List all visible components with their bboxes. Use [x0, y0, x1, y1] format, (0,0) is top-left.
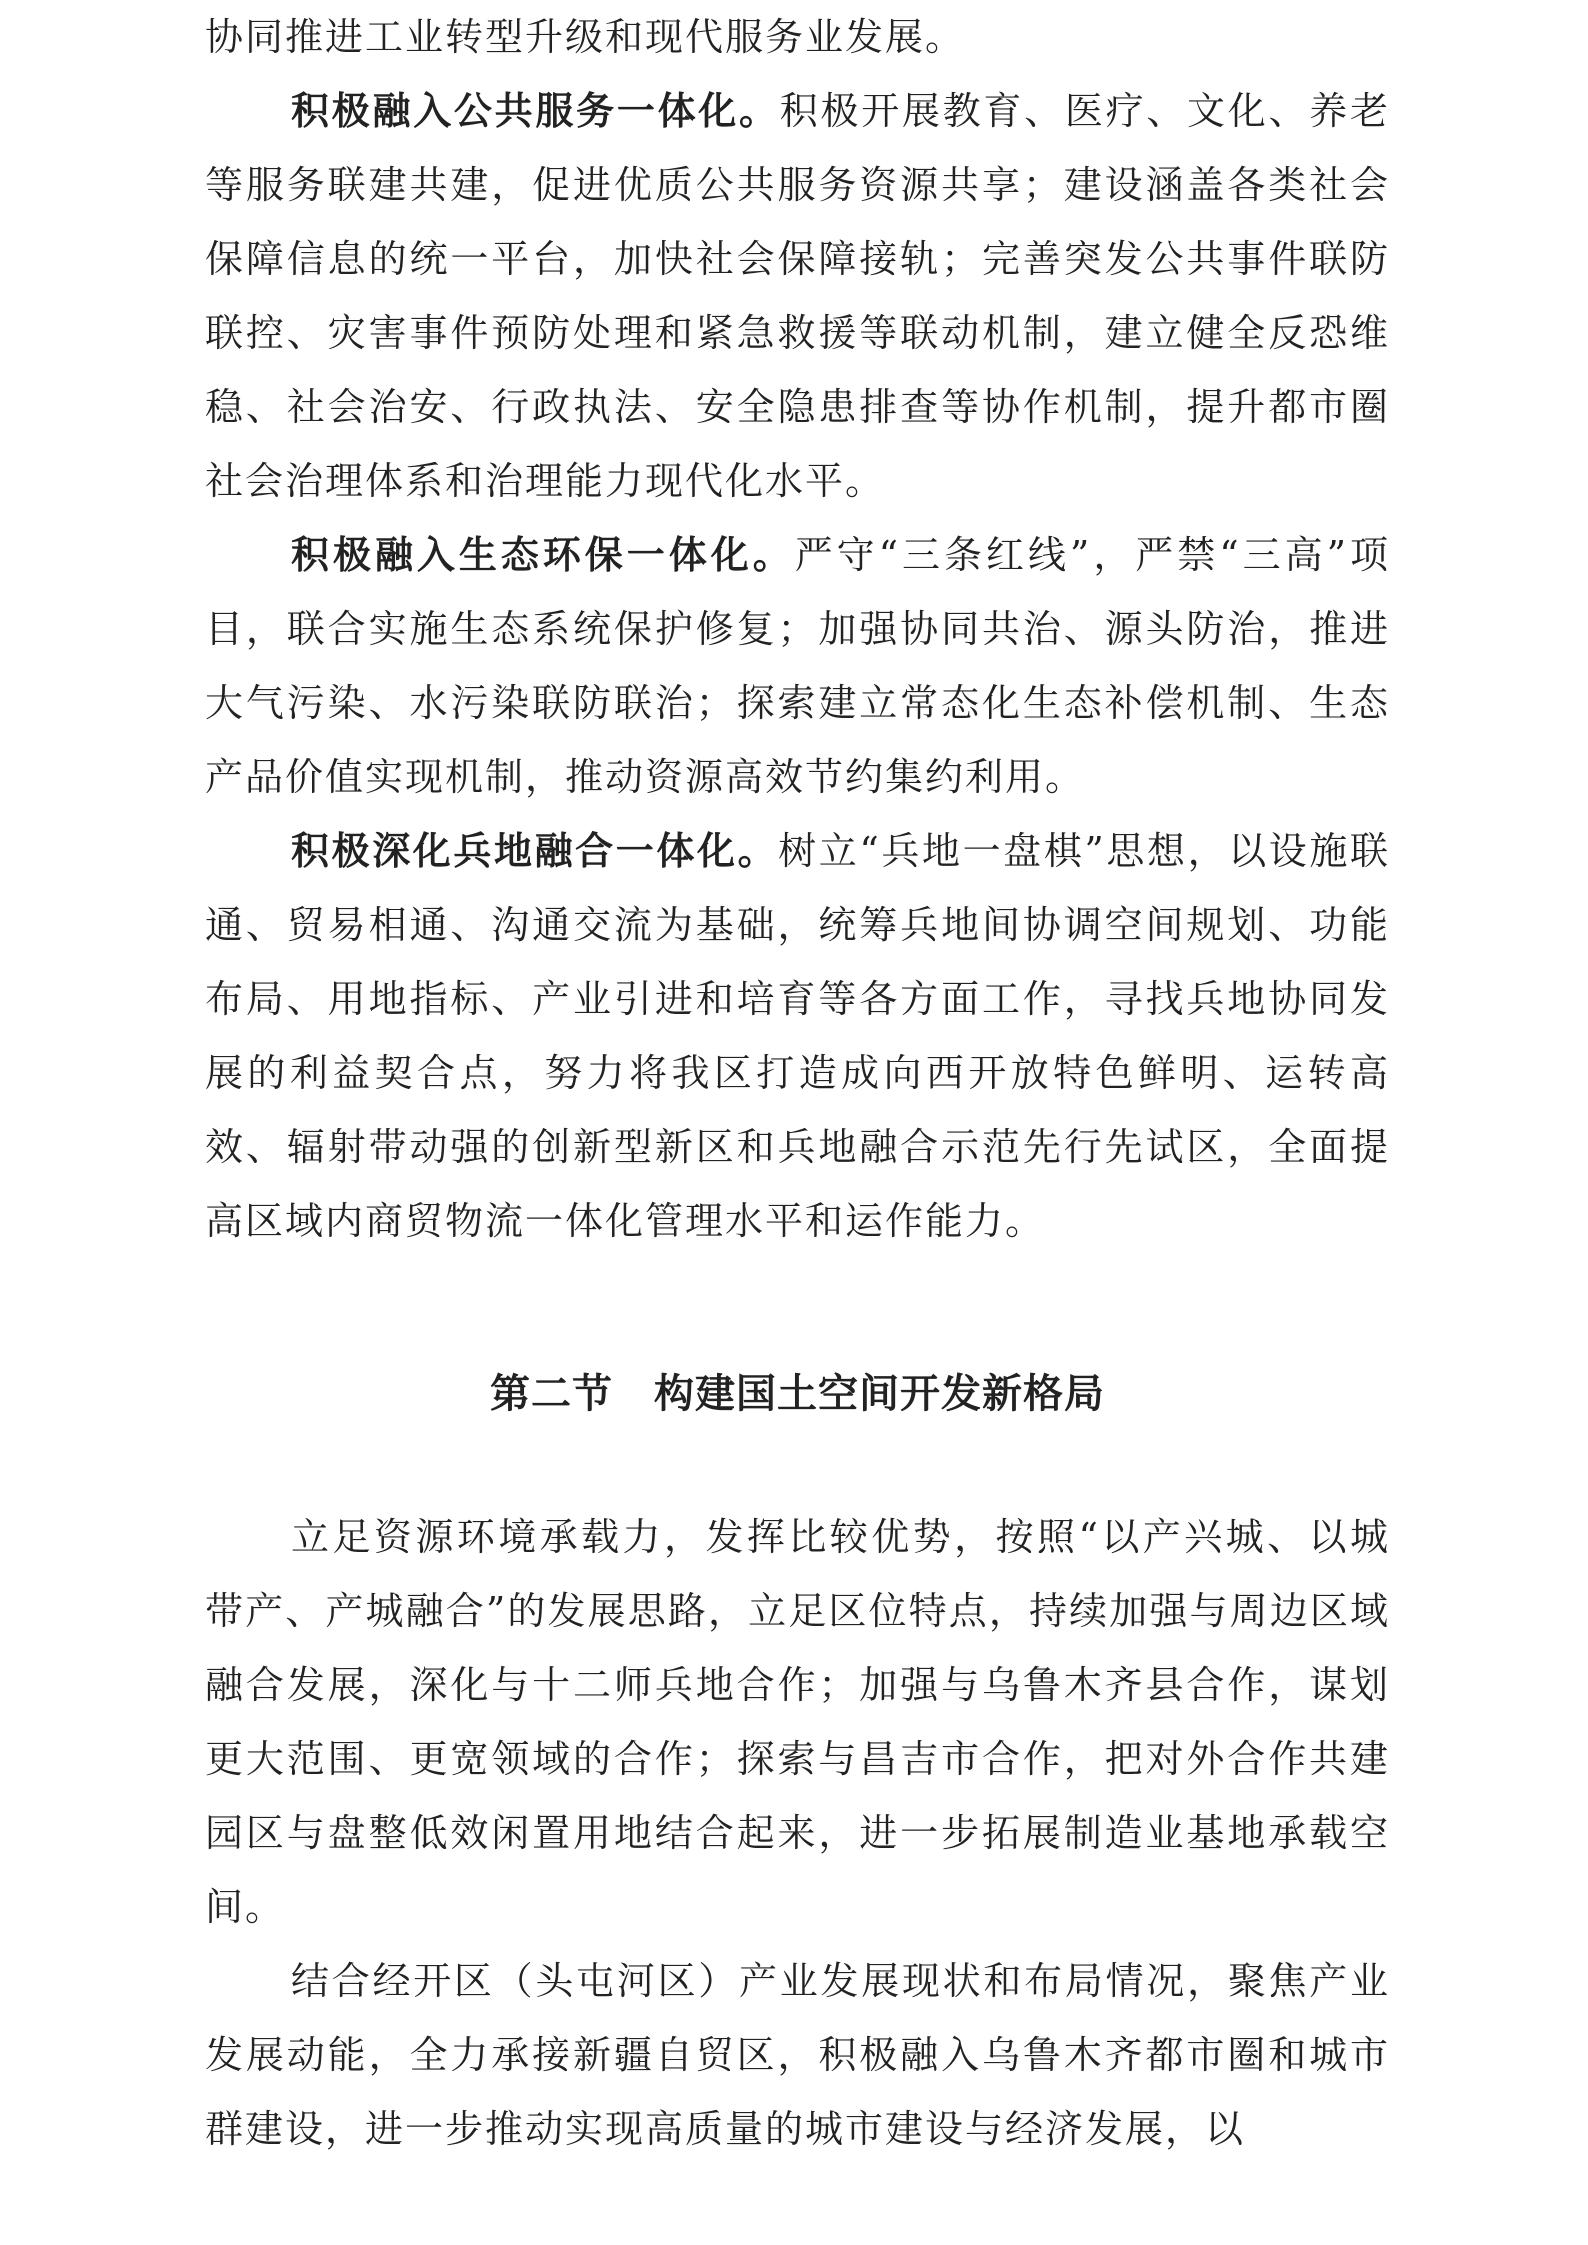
- paragraph-text: 立足资源环境承载力，发挥比较优势，按照“以产兴城、以城带产、产城融合”的发展思路，立足区位特点，持续加强与周边区域融合发展，深化与十二师兵地合作；加强与乌鲁木齐县合作，谋划更大范围、更宽领域的合作；探索与昌吉市合作，把对外合作共建园区与盘整低效闲置用地结合起来，进一步拓展制造业基地承载空间。: [205, 1515, 1390, 1929]
- paragraph-bingtuan-integration: [205, 814, 1390, 1258]
- paragraph-lead: 积极融入公共服务一体化。: [291, 89, 780, 133]
- paragraph-public-services: [205, 74, 1390, 518]
- paragraph-text: 结合经开区（头屯河区）产业发展现状和布局情况，聚焦产业发展动能，全力承接新疆自贸区，积极融入乌鲁木齐都市圈和城市群建设，进一步推动实现高质量的城市建设与经济发展，以: [205, 1959, 1390, 2151]
- paragraph-continuation: [205, 0, 1390, 74]
- paragraph-resource-capacity: [205, 1500, 1390, 1944]
- paragraph-text: 协同推进工业转型升级和现代服务业发展。: [205, 15, 966, 59]
- paragraph-industry-layout: [205, 1944, 1390, 2166]
- bottom-text-block: [205, 1500, 1390, 2166]
- paragraph-ecology: [205, 518, 1390, 814]
- paragraph-text: 树立“兵地一盘棋”思想，以设施联通、贸易相通、沟通交流为基础，统筹兵地间协调空间规划、功能布局、用地指标、产业引进和培育等各方面工作，寻找兵地协同发展的利益契合点，努力将我区打造成向西开放特色鲜明、运转高效、辐射带动强的创新型新区和兵地融合示范先行先试区，全面提高区域内商贸物流一体化管理水平和运作能力。: [205, 829, 1390, 1243]
- paragraph-text: 严守“三条红线”，严禁“三高”项目，联合实施生态系统保护修复；加强协同共治、源头防治，推进大气污染、水污染联防联治；探索建立常态化生态补偿机制、生态产品价值实现机制，推动资源高效节约集约利用。: [205, 533, 1390, 799]
- paragraph-text: 积极开展教育、医疗、文化、养老等服务联建共建，促进优质公共服务资源共享；建设涵盖各类社会保障信息的统一平台，加快社会保障接轨；完善突发公共事件联防联控、灾害事件预防处理和紧急救援等联动机制，建立健全反恐维稳、社会治安、行政执法、安全隐患排查等协作机制，提升都市圈社会治理体系和治理能力现代化水平。: [205, 89, 1390, 503]
- top-text-block: [205, 0, 1390, 1258]
- paragraph-lead: 积极深化兵地融合一体化。: [291, 829, 779, 873]
- paragraph-lead: 积极融入生态环保一体化。: [291, 533, 795, 577]
- section-heading: 第二节 构建国土空间开发新格局: [490, 1371, 1105, 1417]
